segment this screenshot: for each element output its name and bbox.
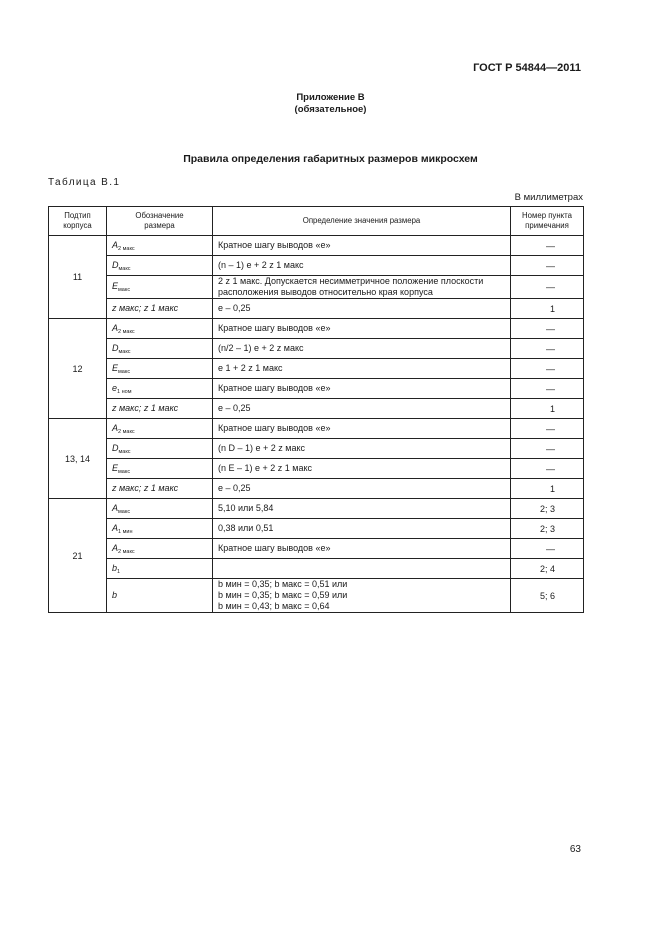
symbol-cell	[107, 319, 213, 339]
note-cell: —	[511, 256, 584, 276]
definition-line: (n E – 1) e + 2 z 1 макс	[218, 463, 313, 473]
table-row	[49, 299, 584, 319]
body-subtype-cell: 11	[49, 236, 107, 319]
appendix-title: Приложение В	[296, 92, 365, 103]
definition-line: (n D – 1) e + 2 z макс	[218, 443, 306, 453]
table-row	[49, 359, 584, 379]
table-label: Таблица В.1	[48, 177, 121, 188]
symbol-main: z макс; z 1 макс	[112, 482, 179, 493]
symbol-subscript: макс	[118, 348, 131, 355]
header-definition: Определение значения размера	[213, 207, 511, 236]
table-row	[49, 479, 584, 499]
standard-code: ГОСТ Р 54844—2011	[473, 62, 581, 74]
appendix-heading	[0, 92, 661, 116]
symbol-cell	[107, 359, 213, 379]
definition-cell	[213, 319, 511, 339]
note-cell: —	[511, 276, 584, 299]
header-body-line2: корпуса	[63, 221, 92, 230]
symbol-main: E	[112, 281, 119, 291]
definition-cell	[213, 339, 511, 359]
symbol-main: D	[112, 259, 119, 270]
symbol-main: E	[112, 362, 119, 373]
document-title: Правила определения габаритных размеров микросхем	[183, 153, 478, 165]
page-number: 63	[569, 844, 581, 855]
note-cell: —	[511, 459, 584, 479]
symbol-subscript: 2 макс	[118, 245, 135, 252]
definition-line: 0,38 или 0,51	[218, 523, 274, 533]
table-row	[49, 579, 584, 613]
symbol-cell	[107, 499, 213, 519]
symbol-subscript: макс	[118, 468, 131, 475]
definition-line: b мин = 0,35; b макс = 0,59 или	[218, 590, 348, 600]
table-body	[49, 236, 584, 613]
symbol-subscript: 2 макс	[118, 548, 135, 555]
note-cell: —	[511, 419, 584, 439]
definition-line: e – 0,25	[218, 483, 251, 493]
definition-cell	[213, 399, 511, 419]
symbol-main: b	[112, 562, 118, 573]
symbol-main: A	[112, 422, 119, 433]
symbol-cell	[107, 256, 213, 276]
definition-cell	[213, 276, 511, 299]
symbol-subscript: макс	[118, 287, 131, 293]
definition-cell	[213, 419, 511, 439]
header-note-line2: примечания	[525, 221, 569, 230]
header-body-subtype	[49, 207, 107, 236]
definition-line: 2 z 1 макс. Допускается несимметричное положение плоскости	[218, 276, 484, 286]
table-row	[49, 559, 584, 579]
definition-line: 5,10 или 5,84	[218, 503, 274, 513]
symbol-main: A	[112, 322, 119, 333]
symbol-cell	[107, 439, 213, 459]
header-note-line1: Номер пункта	[522, 211, 572, 220]
symbol-main: D	[112, 342, 119, 353]
definition-line: Кратное шагу выводов «e»	[218, 323, 331, 333]
definition-cell	[213, 559, 511, 579]
symbol-main: e	[112, 382, 118, 393]
symbol-cell	[107, 479, 213, 499]
symbol-cell	[107, 559, 213, 579]
body-subtype-cell: 12	[49, 319, 107, 419]
symbol-main: A	[112, 542, 119, 553]
definition-line: b мин = 0,43; b макс = 0,64	[218, 601, 330, 611]
table-row	[49, 339, 584, 359]
header-symbol	[107, 207, 213, 236]
note-cell: —	[511, 439, 584, 459]
note-cell: 2; 4	[511, 559, 584, 579]
table-row	[49, 379, 584, 399]
table-header-row	[49, 207, 584, 236]
table-row	[49, 499, 584, 519]
definition-line: e – 0,25	[218, 303, 251, 313]
definition-line: (n – 1) e + 2 z 1 макс	[218, 260, 304, 270]
table-row	[49, 519, 584, 539]
symbol-subscript: 1 мин	[118, 528, 133, 535]
definition-cell	[213, 379, 511, 399]
symbol-main: A	[112, 502, 119, 513]
symbol-cell	[107, 276, 213, 299]
note-cell: —	[511, 319, 584, 339]
definition-cell	[213, 499, 511, 519]
appendix-subtitle: (обязательное)	[294, 104, 367, 115]
table-row	[49, 256, 584, 276]
table-row	[49, 419, 584, 439]
header-symbol-line2: размера	[144, 221, 175, 230]
symbol-cell	[107, 579, 213, 613]
symbol-main: A	[112, 522, 119, 533]
definition-cell	[213, 539, 511, 559]
body-subtype-cell: 13, 14	[49, 419, 107, 499]
note-cell: 5; 6	[511, 579, 584, 613]
definition-cell	[213, 579, 511, 613]
header-note	[511, 207, 584, 236]
symbol-main: A	[112, 239, 119, 250]
table-row	[49, 319, 584, 339]
symbol-subscript: макс	[118, 448, 131, 455]
definition-line: Кратное шагу выводов «e»	[218, 423, 331, 433]
definition-line: (n/2 – 1) e + 2 z макс	[218, 343, 304, 353]
note-cell: 1	[511, 479, 584, 499]
definition-cell	[213, 459, 511, 479]
symbol-cell	[107, 399, 213, 419]
symbol-main: b	[112, 589, 118, 600]
definition-line: e – 0,25	[218, 403, 251, 413]
table-row	[49, 459, 584, 479]
symbol-main: z макс; z 1 макс	[112, 302, 179, 313]
definition-line: Кратное шагу выводов «e»	[218, 240, 331, 250]
note-cell: 1	[511, 299, 584, 319]
symbol-subscript: 1	[117, 568, 121, 575]
note-cell: 2; 3	[511, 499, 584, 519]
table-row	[49, 236, 584, 256]
definition-line: Кратное шагу выводов «e»	[218, 543, 331, 553]
definition-cell	[213, 439, 511, 459]
definition-cell	[213, 359, 511, 379]
definition-line: расположения выводов относительно края корпуса	[218, 287, 433, 297]
table-row	[49, 539, 584, 559]
note-cell: 2; 3	[511, 519, 584, 539]
note-cell: —	[511, 379, 584, 399]
units-label: В миллиметрах	[514, 192, 583, 203]
symbol-subscript: макс	[118, 508, 131, 515]
definition-cell	[213, 479, 511, 499]
definition-cell	[213, 236, 511, 256]
symbol-cell	[107, 419, 213, 439]
symbol-main: D	[112, 442, 119, 453]
note-cell: 1	[511, 399, 584, 419]
definition-line: e 1 + 2 z 1 макс	[218, 363, 283, 373]
note-cell: —	[511, 539, 584, 559]
definition-cell	[213, 299, 511, 319]
symbol-subscript: 2 макс	[118, 328, 135, 335]
symbol-subscript: макс	[118, 265, 131, 272]
header-symbol-line1: Обозначение	[135, 211, 184, 220]
symbol-cell	[107, 339, 213, 359]
symbol-cell	[107, 539, 213, 559]
symbol-subscript: 1 ном	[117, 388, 132, 395]
symbol-cell	[107, 519, 213, 539]
definition-line: b мин = 0,35; b макс = 0,51 или	[218, 579, 348, 589]
body-subtype-cell: 21	[49, 499, 107, 613]
definition-cell	[213, 519, 511, 539]
symbol-main: E	[112, 462, 119, 473]
definition-cell	[213, 256, 511, 276]
symbol-main: z макс; z 1 макс	[112, 402, 179, 413]
symbol-cell	[107, 459, 213, 479]
symbol-subscript: 2 макс	[118, 428, 135, 435]
table-row	[49, 276, 584, 299]
note-cell: —	[511, 359, 584, 379]
symbol-cell	[107, 299, 213, 319]
symbol-subscript: макс	[118, 368, 131, 375]
table-row	[49, 439, 584, 459]
symbol-cell	[107, 236, 213, 256]
symbol-cell	[107, 379, 213, 399]
definition-line: Кратное шагу выводов «e»	[218, 383, 331, 393]
table-row	[49, 399, 584, 419]
note-cell: —	[511, 236, 584, 256]
dimension-rules-table	[48, 206, 584, 613]
note-cell: —	[511, 339, 584, 359]
header-body-line1: Подтип	[64, 211, 91, 220]
